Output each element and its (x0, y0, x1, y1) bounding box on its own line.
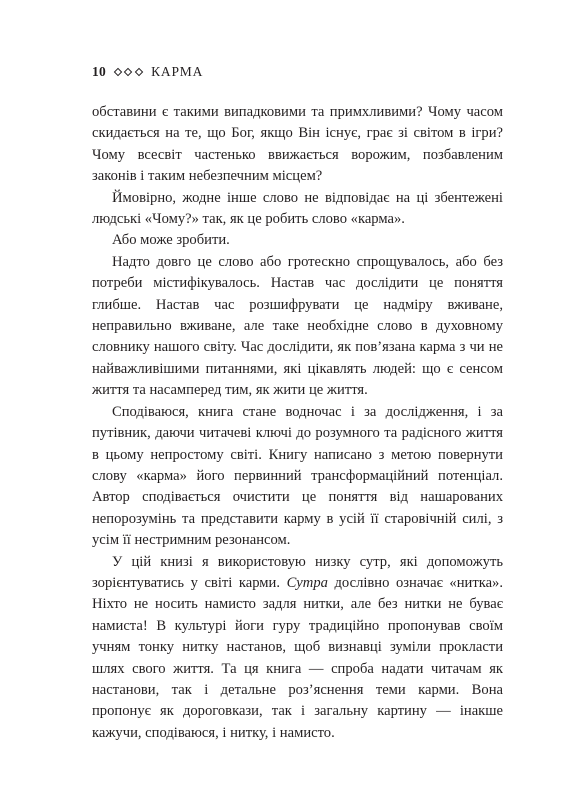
paragraph: Ймовірно, жодне інше слово не відповідає на ці збентежені людські «Чому?» так, як це робить слово «карма». (92, 189, 503, 228)
paragraph-text-before: У цій книзі я використовую низку сутр, які допоможуть зорієнтуватись у світі карми. (92, 553, 503, 591)
running-head (92, 64, 203, 80)
running-title: КАРМА (151, 64, 204, 79)
paragraph-continued: обставини є такими випадковими та примхливими? Чому часом скидається на те, що Бог, якщо Він існує, грає зі світом в ігри? Чому всесвіт частенько ввижається ворожим, позбавленим законів і таким небезпечним місцем? (92, 104, 503, 185)
diamond-icon (134, 68, 142, 76)
body-text (92, 102, 503, 744)
three-diamonds-icon (113, 69, 143, 75)
page-number: 10 (92, 64, 107, 79)
diamond-icon (124, 68, 132, 76)
paragraph: Або може зробити. (112, 232, 230, 249)
paragraph-text-after: дослівно означає «нитка». Ніхто не носить намисто задля нитки, але без нитки не буває намиста! В культурі йоги гуру традиційно пропонував своїм учням тонку нитку настанов, щоб визнавці зуміли прокласти шлях свого життя. Та ця книга — спроба надати читачам як настанови, так і детальне роз’яснення теми карми. Вона пропонує як дороговкази, так і загальну картину — інакше кажучи, сподіваюся, і нитку, і намисто. (92, 574, 503, 741)
paragraph-sutra (92, 552, 503, 745)
paragraph: Сподіваюся, книга стане водночас і за дослідження, і за путівник, даючи читачеві ключі до розумного та радісного життя в цьому непростому світі. Книгу написано з метою повернути слову «карма» його первинний трансформаційний потенціал. Автор сподівається очистити це поняття від нашарованих непорозумінь та представити карму в усій її старовічній силі, з усім її нестримним резонансом. (92, 403, 503, 549)
paragraph: Надто довго це слово або гротескно спрощувалось, або без потреби містифікувалось. Настав час дослідити це поняття глибше. Настав час розшифрувати це надміру вживане, неправильно вживане, але таке необхідне слово в духовному словнику нашого світу. Час дослідити, як пов’язана карма з чи не найважливішими питаннями, які цікавлять людей: що є сенсом життя та насамперед тим, як жити це життя. (92, 253, 503, 399)
diamond-icon (113, 68, 121, 76)
italic-term: Сутра (286, 574, 328, 591)
